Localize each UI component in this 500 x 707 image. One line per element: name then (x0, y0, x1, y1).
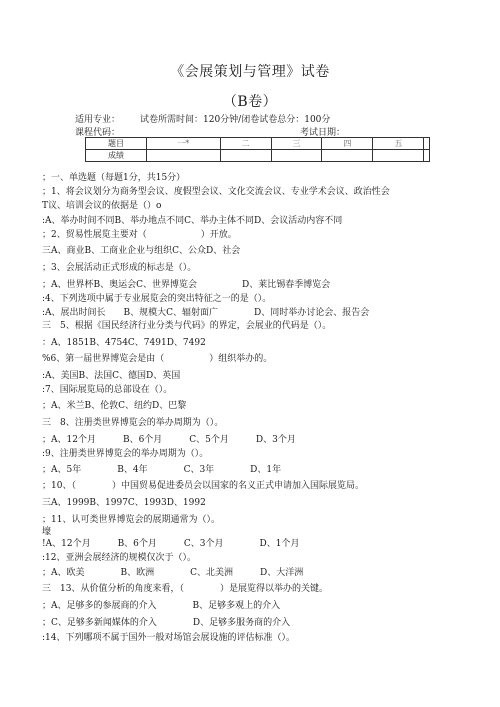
score-cell (322, 150, 373, 162)
score-table-score-row (86, 150, 430, 162)
question-line: 三A、商业B、工商业企业与组织C、公众D、社会 (42, 246, 241, 256)
question-line: 三 8、注册类世界博览会的举办周期为（）。 (42, 418, 224, 428)
question-line: ；11、认可类世界博览会的展期通常为（）。 (42, 515, 220, 525)
score-cell (147, 150, 221, 162)
question-line: :9、注册类世界博览会的举办周期为（）。 (42, 449, 209, 459)
score-cell (424, 150, 430, 162)
question-line: ；1、将会议划分为商务型会议、度假型会议、文化交流会议、专业学术会议、政治性会 (42, 187, 390, 197)
paper-version: （B卷） (222, 94, 278, 110)
question-line: T议、培训会议的依据是（）o (42, 201, 162, 211)
score-cell (424, 138, 430, 150)
major-label: 适用专业： (75, 115, 121, 125)
question-line: ；A、12个月 B、6个月 C、5个月 D、3个月 (42, 435, 296, 445)
question-line: :A、举办时间不同B、举办地点不同C、举办主体不同D、会议活动内容不同 (42, 216, 343, 226)
score-cell (373, 150, 424, 162)
question-line: %6、第一届世界博览会是由（ ）组织举办的。 (42, 354, 273, 364)
question-line: :A、美国B、法国C、德国D、英国 (42, 371, 181, 381)
exam-date-label: 考试日期： (300, 128, 346, 138)
question-line: 壕 (42, 527, 52, 537)
question-line: :A、展出时间长 B、规模大C、辐射面广 D、同时举办讨论会、报告会 (42, 308, 370, 318)
question-line: ；3、会展活动正式形成的标志是（）。 (42, 263, 197, 273)
question-line: :4、下列选项中属于专业展览会的突出特征之一的是（）。 (42, 294, 272, 304)
question-line: ；A、5年 B、4年 C、3年 D、1年 (42, 465, 282, 475)
score-cell: 一* (147, 138, 221, 150)
score-table-header-row (86, 138, 430, 150)
question-line: ；C、足够多新闻媒体的介入 D、足够多服务商的介入 (42, 618, 291, 628)
question-line: 三 13、从价值分析的角度来看，（ ）是展览得以举办的关键。 (42, 584, 328, 594)
question-line: ：A、1851B、4754C、7491D、7492 (42, 338, 206, 348)
score-cell (220, 150, 271, 162)
question-line: ；10、（ ）中国贸易促进委员会以国家的名义正式申请加入国际展览局。 (42, 481, 364, 491)
page-title: 《会展策划与管理》试卷 (170, 64, 330, 80)
score-cell: 五 (373, 138, 424, 150)
score-cell: 三 (271, 138, 322, 150)
question-line: ；2、贸易性展览主要对（ ）开放。 (42, 230, 237, 240)
exam-info: 试卷所需时间：120分钟/闭卷试卷总分：100分 (140, 115, 331, 125)
question-line: ；A、世界杯B、奥运会C、世界博览会 D、莱比锡春季博览会 (42, 280, 331, 290)
course-code-label: 课程代码： (75, 128, 121, 138)
score-cell (271, 150, 322, 162)
score-cell: 题目 (86, 138, 147, 150)
question-line: :7、国际展览局的总部设在（）。 (42, 385, 173, 395)
question-line: ；A、米兰B、伦敦C、纽约D、巴黎 (42, 401, 187, 411)
question-line: ；A、足够多的参展商的介入 B、足够多观上的介入 (42, 601, 281, 611)
question-line: 三A、1999B、1997C、1993D、1992 (42, 498, 206, 508)
question-line: :12、亚洲会展经济的规模仅次于（）。 (42, 553, 196, 563)
question-line: ；一、单选题（每题1分，共15分） (42, 173, 186, 183)
question-line: !A、12个月 B、6个月 C、3个月 D、1个月 (42, 539, 300, 549)
score-cell: 成绩 (86, 150, 147, 162)
question-line: ；A、欧美 B、欧洲 C、北美洲 D、大洋洲 (42, 568, 304, 578)
question-line: 三 5、根据《国民经济行业分类与代码》的界定，会展业的代码是（）。 (42, 321, 332, 331)
score-cell: 四 (322, 138, 373, 150)
question-line: :14、下列哪项不属于国外一般对场馆会展设施的评估标准（）。 (42, 633, 295, 643)
score-table (85, 137, 430, 162)
score-cell: 二 (220, 138, 271, 150)
